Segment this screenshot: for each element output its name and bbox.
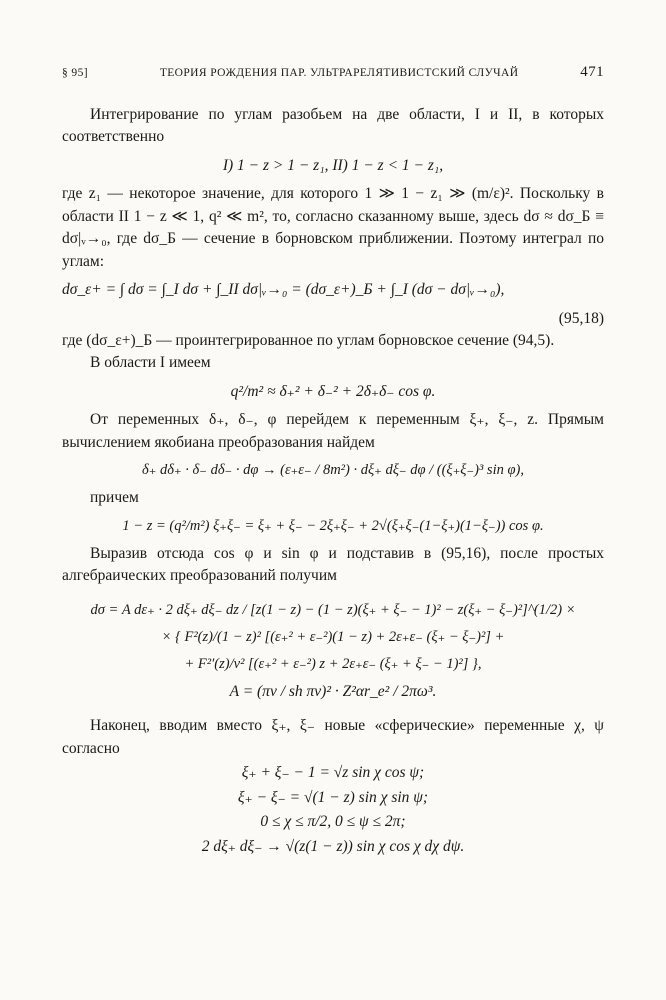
equation-number-95-18: (95,18)	[558, 309, 604, 327]
paragraph-4: В области I имеем	[90, 354, 211, 372]
equation-spherical-line: ξ₊ − ξ₋ = √(1 − z) sin χ sin ψ;	[237, 788, 429, 806]
equation-constant-a: A = (πν / sh πν)² · Z²αr_e² / 2πω³.	[229, 682, 437, 700]
equation-spherical-variables	[62, 762, 604, 858]
paragraph-2: где z₁ — некоторое значение, для которого 1 ≫ 1 − z₁ ≫ (m/ε)². Поскольку в области II 1 − z ≪ 1, q² ≪ m², то, согласно сказанному выше, здесь dσ ≈ dσ_Б ≡ dσ|ᵥ→₀, где dσ_Б — сечение в борновском приближении. Поэтому интеграл по углам:	[62, 185, 604, 270]
equation-spherical-line: ξ₊ + ξ₋ − 1 = √z sin χ cos ψ;	[241, 764, 425, 782]
paragraph-1: Интегрирование по углам разобьем на две области, I и II, в которых соответственно	[62, 105, 604, 146]
equation-spherical-line: 0 ≤ χ ≤ π/2, 0 ≤ ψ ≤ 2π;	[260, 813, 406, 831]
equation-one-minus-z: 1 − z = (q²/m²) ξ₊ξ₋ = ξ₊ + ξ₋ − 2ξ₊ξ₋ + 2√(ξ₊ξ₋(1−ξ₊)(1−ξ₋)) cos φ.	[122, 517, 544, 534]
paragraph-8: Наконец, вводим вместо ξ₊, ξ₋ новые «сферические» переменные χ, ψ согласно	[62, 717, 604, 757]
equation-95-18-body: dσ_ε+ = ∫ dσ = ∫_I dσ + ∫_II dσ|ᵥ→₀ = (dσ_ε+)_Б + ∫_I (dσ − dσ|ᵥ→₀),	[62, 281, 505, 299]
section-ref: § 95]	[62, 67, 88, 79]
equation-95-18	[62, 279, 604, 301]
running-header	[62, 62, 604, 84]
page-number: 471	[580, 64, 604, 80]
equation-spherical-line: 2 dξ₊ dξ₋ → √(z(1 − z)) sin χ cos χ dχ dψ.	[201, 837, 465, 855]
paragraph-7: Выразив отсюда cos φ и sin φ и подставив в (95,16), после простых алгебраических преобразований получим	[62, 544, 604, 585]
equation-regions: I) 1 − z > 1 − z₁, II) 1 − z < 1 − z₁,	[222, 156, 444, 174]
paragraph-6: причем	[90, 489, 139, 507]
paragraph-3: где (dσ_ε+)_Б — проинтегрированное по углам борновское сечение (94,5).	[62, 331, 555, 349]
equation-dsigma-line-1: dσ = A dε₊ · 2 dξ₊ dξ₋ dz / [z(1 − z) − (1 − z)(ξ₊ + ξ₋ − 1)² − z(ξ₊ − ξ₋)²]^(1/2) ×	[90, 601, 576, 618]
equation-dsigma-line-3: + F²′(z)/ν² [(ε₊² + ε₋²) z + 2ε₊ε₋ (ξ₊ + ξ₋ − 1)²] },	[184, 655, 482, 672]
equation-jacobian: δ₊ dδ₊ · δ₋ dδ₋ · dφ → (ε₊ε₋ / 8m²) · dξ₊ dξ₋ dφ / ((ξ₊ξ₋)³ sin φ),	[142, 462, 524, 479]
paragraph-5: От переменных δ₊, δ₋, φ перейдем к переменным ξ₊, ξ₋, z. Прямым вычислением якобиана преобразования найдем	[62, 411, 604, 451]
running-title: ТЕОРИЯ РОЖДЕНИЯ ПАР. УЛЬТРАРЕЛЯТИВИСТСКИЙ СЛУЧАЙ	[159, 67, 519, 79]
equation-q-squared: q²/m² ≈ δ₊² + δ₋² + 2δ₊δ₋ cos φ.	[230, 382, 436, 400]
equation-dsigma-line-2: × { F²(z)/(1 − z)² [(ε₊² + ε₋²)(1 − z) + 2ε₊ε₋ (ξ₊ − ξ₋)²] +	[161, 628, 505, 645]
